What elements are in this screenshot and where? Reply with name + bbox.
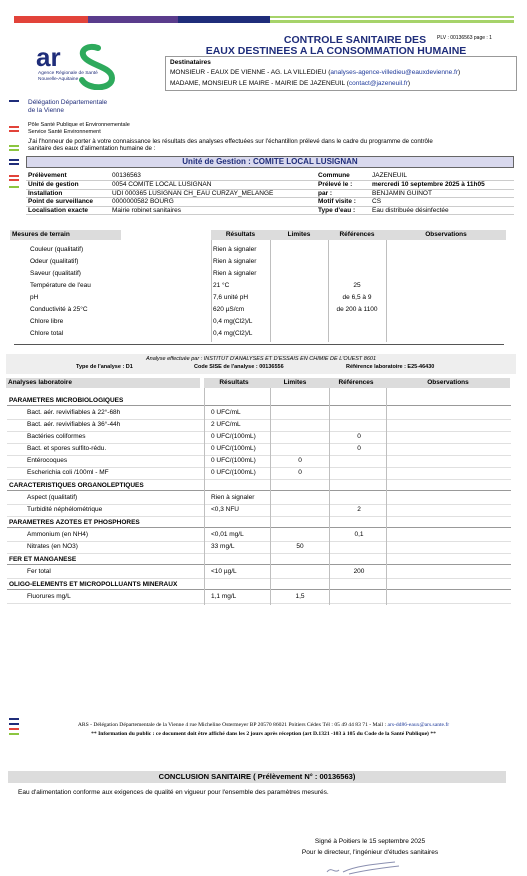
lab-info-box (6, 354, 516, 374)
terrain-result: Rien à signaler (213, 258, 257, 265)
terrain-bottom-rule (14, 344, 504, 345)
terrain-param: Chlore total (30, 330, 64, 337)
terrain-param: Chlore libre (30, 318, 64, 325)
email-link-2[interactable]: contact@jazeneuil.fr (348, 80, 408, 87)
labo-title: Analyses laboratoire (6, 378, 200, 388)
info-k1: Localisation exacte (26, 206, 110, 215)
terrain-param: Conductivité à 25°C (30, 306, 88, 313)
sample-info-table (26, 172, 514, 215)
labo-limit: 1,5 (295, 593, 305, 600)
signature-role: Pour le directeur, l'ingénieur d'études sanitaires (301, 849, 439, 856)
row-rule (7, 578, 511, 579)
header-color-strip (14, 16, 514, 23)
terrain-result: 0,4 mg(Cl2)/L (213, 330, 253, 337)
row-rule (7, 419, 511, 420)
plv-reference: PLV : 00136563 page : 1 (437, 35, 492, 41)
section-title: OLIGO-ELEMENTS ET MICROPOLLUANTS MINERAUX (7, 580, 511, 590)
section-title: PARAMETRES AZOTES ET PHOSPHORES (7, 518, 511, 528)
destinataires-box (165, 56, 517, 91)
lab-reference: Référence laboratoire : E25-46430 (346, 364, 435, 370)
row-rule (7, 467, 511, 468)
terrain-result: 620 µS/cm (213, 306, 245, 313)
labo-param: Nitrates (en NO3) (27, 543, 78, 550)
col-limites: Limites (270, 230, 328, 240)
row-rule (7, 504, 511, 505)
lab-name: Analyse effectuée par : INSTITUT D'ANALYSES ET D'ESSAIS EN CHIMIE DE L'OUEST 8601 (145, 356, 377, 362)
info-k2: Type d'eau : (316, 206, 370, 215)
analysis-type: Type de l'analyse : D1 (76, 364, 133, 370)
terrain-result: Rien à signaler (213, 246, 257, 253)
footer-email[interactable]: ars-dd86-eaux@ars.sante.fr (387, 722, 450, 728)
terrain-result: 7,6 unité pH (213, 294, 249, 301)
info-v2: JAZENEUIL (370, 172, 514, 181)
info-v1: UDI 000365 LUSIGNAN CH_EAU CURZAY_MELANGE (110, 189, 316, 198)
info-v2: mercredi 10 septembre 2025 à 11h05 (370, 181, 514, 190)
handwritten-signature (325, 860, 405, 876)
grid-line (329, 388, 330, 605)
destinataire-2: MADAME, MONSIEUR LE MAIRE - MAIRIE DE JAZENEUIL (contact@jazeneuil.fr) (170, 80, 411, 87)
terrain-param: Température de l'eau (30, 282, 91, 289)
terrain-reference: de 200 à 1100 (336, 306, 378, 313)
row-rule (7, 603, 511, 604)
labo-result: 0 UFC/(100mL) (211, 445, 256, 452)
labo-result: 0 UFC/(100mL) (211, 433, 256, 440)
terrain-param: Couleur (qualitatif) (30, 246, 84, 253)
terrain-title: Mesures de terrain (10, 230, 121, 240)
labo-result: 0 UFC/mL (211, 409, 241, 416)
conclusion-title: CONCLUSION SANITAIRE ( Prélèvement N° : 00136563) (8, 771, 506, 783)
footer-address: ARS - Délégation Départementale de la Vienne 4 rue Micheline Ostermeyer BP 20570 86021 Poitiers Cédex Tél : 05 49 44 83 71 - Mail : ars-dd86-eaux@ars.sante.fr (77, 722, 450, 728)
unite-gestion-banner: Unité de Gestion : COMITE LOCAL LUSIGNAN (26, 156, 514, 168)
terrain-reference: de 6,5 à 9 (342, 294, 372, 301)
grid-line (270, 240, 271, 342)
info-row (26, 198, 514, 207)
terrain-param: Odeur (qualitatif) (30, 258, 79, 265)
section-title: PARAMETRES MICROBIOLOGIQUES (7, 396, 511, 406)
labo-param: Aspect (qualitatif) (27, 494, 78, 501)
labo-param: Turbidité néphélométrique (27, 506, 103, 513)
labo-param: Bact. aér. revivifiables à 22°-68h (27, 409, 121, 416)
info-v2: BENJAMIN GUINOT (370, 189, 514, 198)
labo-result: <0,01 mg/L (211, 531, 244, 538)
labo-param: Bactéries coliformes (27, 433, 86, 440)
info-k1: Unité de gestion (26, 181, 110, 190)
labo-reference: 2 (357, 506, 361, 513)
row-rule (7, 479, 511, 480)
destinataires-label: Destinataires (170, 59, 211, 66)
logo-subtitle: Agence Régionale de Santé Nouvelle-Aquitaine (38, 71, 98, 82)
sise-code: Code SISE de l'analyse : 00136556 (194, 364, 284, 370)
info-row (26, 181, 514, 190)
email-link-1[interactable]: analyses-agence-villedieu@eauxdevienne.fr (330, 69, 459, 76)
delegation-label: Délégation Départementale de la Vienne (28, 99, 108, 114)
info-k1: Point de surveillance (26, 198, 110, 207)
labo-param: Fer total (27, 568, 51, 575)
info-k1: Prélèvement (26, 172, 110, 181)
row-rule (7, 516, 511, 517)
labo-result: 33 mg/L (211, 543, 235, 550)
grid-line (386, 240, 387, 342)
info-v1: Mairie robinet sanitaires (110, 206, 316, 215)
logo-text: ar (36, 42, 61, 72)
section-title: FER ET MANGANESE (7, 555, 511, 565)
labo-param: Fluorures mg/L (27, 593, 71, 600)
info-k1: Installation (26, 189, 110, 198)
destinataire-1: MONSIEUR - EAUX DE VIENNE - AG. LA VILLEDIEU (analyses-agence-villedieu@eauxdevienne.fr) (170, 69, 461, 76)
grid-line (386, 388, 387, 605)
row-rule (7, 455, 511, 456)
grid-line (328, 240, 329, 342)
row-rule (7, 553, 511, 554)
grid-line (270, 388, 271, 605)
labo-result: 0 UFC/(100mL) (211, 457, 256, 464)
labo-reference: 200 (353, 568, 365, 575)
col-resultats: Résultats (204, 378, 264, 388)
conclusion-text: Eau d'alimentation conforme aux exigences de qualité en vigueur pour l'ensemble des paramètres mesurés. (18, 789, 329, 796)
info-k2: Motif visite : (316, 198, 370, 207)
labo-result: 1,1 mg/L (211, 593, 237, 600)
row-rule (7, 443, 511, 444)
labo-limit: 0 (298, 457, 302, 464)
intro-text: J'ai l'honneur de porter à votre connaissance les résultats des analyses effectuées sur l'échantillon prélevé dans le cadre du programme de contrôle sanitaire des eaux d'alimentation humaine de : (28, 138, 433, 153)
grid-line (211, 240, 212, 342)
labo-param: Entérocoques (27, 457, 68, 464)
terrain-result: Rien à signaler (213, 270, 257, 277)
info-row (26, 172, 514, 181)
col-observations: Observations (386, 230, 506, 240)
col-resultats: Résultats (211, 230, 270, 240)
info-v2: CS (370, 198, 514, 207)
info-v1: 00136563 (110, 172, 316, 181)
grid-line (204, 388, 205, 605)
signature-place-date: Signé à Poitiers le 15 septembre 2025 (314, 838, 426, 845)
info-k2: Prélevé le : (316, 181, 370, 190)
footer-public-info: ** Information du public : ce document doit être affiché dans les 2 jours après réception (art D.1321 -103 à 105 du Code de la Santé Publique) ** (91, 731, 436, 737)
info-k2: par : (316, 189, 370, 198)
labo-param: Bact. aér. revivifiables à 36°-44h (27, 421, 121, 428)
info-v1: 0000000582 BOURG (110, 198, 316, 207)
labo-result: <10 µg/L (211, 568, 237, 575)
col-references: Références (326, 378, 386, 388)
labo-limit: 0 (298, 469, 302, 476)
labo-result: Rien à signaler (211, 494, 255, 501)
labo-result: <0,3 NFU (211, 506, 239, 513)
labo-result: 2 UFC/mL (211, 421, 241, 428)
col-limites: Limites (264, 378, 326, 388)
labo-reference: 0 (357, 445, 361, 452)
labo-reference: 0 (357, 433, 361, 440)
terrain-result: 21 °C (213, 282, 230, 289)
info-row (26, 206, 514, 215)
labo-limit: 50 (296, 543, 304, 550)
row-rule (7, 431, 511, 432)
labo-param: Bact. et spores sulfito-rédu. (27, 445, 107, 452)
labo-param: Ammonium (en NH4) (27, 531, 89, 538)
row-rule (7, 541, 511, 542)
info-row (26, 189, 514, 198)
info-v1: 0054 COMITE LOCAL LUSIGNAN (110, 181, 316, 190)
terrain-param: pH (30, 294, 39, 301)
labo-result: 0 UFC/(100mL) (211, 469, 256, 476)
terrain-param: Saveur (qualitatif) (30, 270, 81, 277)
pole-label: Pôle Santé Publique et Environnementale Service Santé Environnement (28, 122, 130, 135)
col-observations: Observations (386, 378, 510, 388)
section-title: CARACTERISTIQUES ORGANOLEPTIQUES (7, 481, 511, 491)
labo-reference: 0,1 (354, 531, 364, 538)
info-k2: Commune (316, 172, 370, 181)
col-references: Références (328, 230, 386, 240)
terrain-reference: 25 (353, 282, 361, 289)
terrain-result: 0,4 mg(Cl2)/L (213, 318, 253, 325)
labo-param: Escherichia coli /100ml - MF (27, 469, 109, 476)
info-v2: Eau distribuée désinfectée (370, 206, 514, 215)
page-title: CONTROLE SANITAIRE DES EAUX DESTINEES A LA CONSOMMATION HUMAINE (205, 34, 467, 57)
